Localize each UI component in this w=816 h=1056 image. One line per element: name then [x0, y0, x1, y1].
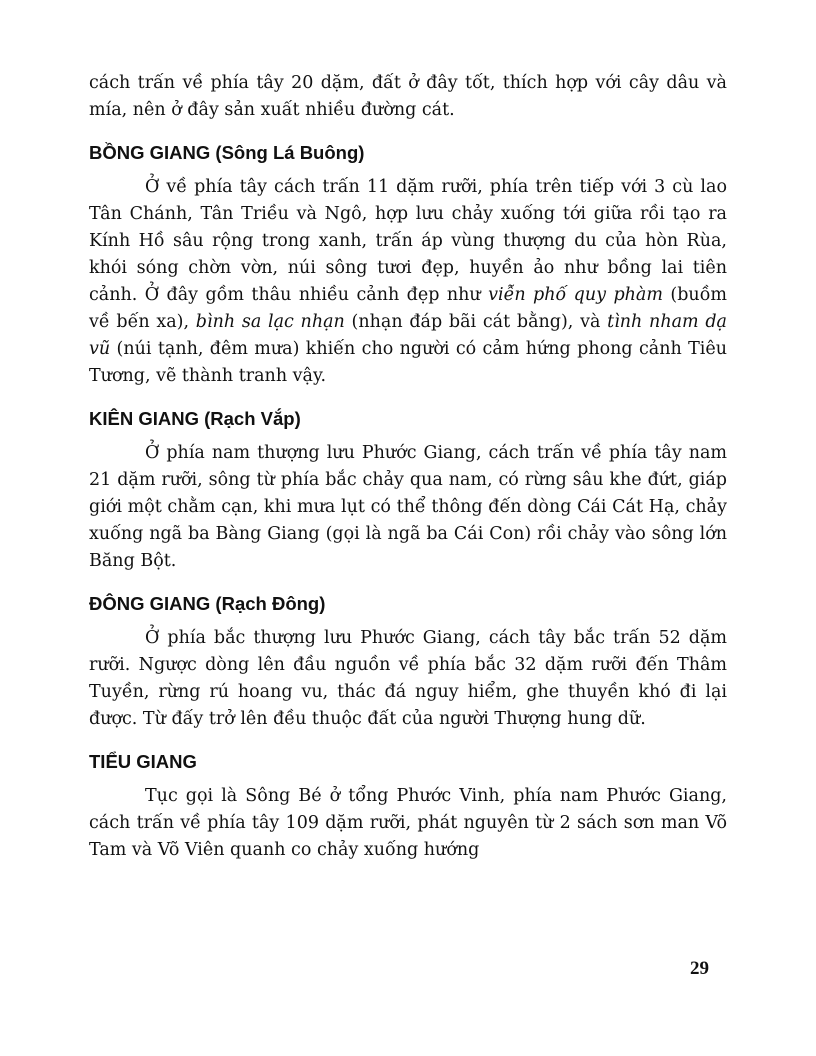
- paragraph-tieu-giang: Tục gọi là Sông Bé ở tổng Phước Vinh, phía nam Phước Giang, cách trấn về phía tây 109 dặm rưỡi, phát nguyên từ 2 sách sơn man Võ Tam và Võ Viên quanh co chảy xuống hướng: [89, 786, 727, 860]
- paragraph-dong-giang: Ở phía bắc thượng lưu Phước Giang, cách tây bắc trấn 52 dặm rưỡi. Ngược dòng lên đầu nguồn về phía bắc 32 dặm rưỡi đến Thâm Tuyền, rừng rú hoang vu, thác đá nguy hiểm, ghe thuyền khó đi lại được. Từ đấy trở lên đều thuộc đất của người Thượng hung dữ.: [89, 628, 727, 729]
- text-run: (buồm về bến xa),: [89, 285, 727, 332]
- page-number: 29: [690, 958, 709, 979]
- heading-bong-giang: BỒNG GIANG (Sông Lá Buông): [89, 142, 365, 163]
- text-run: Ở về phía tây cách trấn 11 dặm rưỡi, phía trên tiếp với 3 cù lao Tân Chánh, Tân Triều và Ngô, hợp lưu chảy xuống tới giữa rồi tạo ra Kính Hồ sâu rộng trong xanh, trấn áp vùng thượng du của hòn Rùa, khói sóng chờn vờn, núi sông tươi đẹp, huyền ảo như bồng lai tiên cảnh. Ở đây gồm thâu nhiều cảnh đẹp như: [89, 177, 727, 305]
- paragraph-bong-giang: [89, 174, 727, 390]
- paragraph-kien-giang: Ở phía nam thượng lưu Phước Giang, cách trấn về phía tây nam 21 dặm rưỡi, sông từ phía bắc chảy qua nam, có rừng sâu khe đứt, giáp giới một chằm cạn, khi mưa lụt có thể thông đến dòng Cái Cát Hạ, chảy xuống ngã ba Bàng Giang (gọi là ngã ba Cái Con) rồi chảy vào sông lớn Băng Bột.: [89, 443, 727, 571]
- text-run: (núi tạnh, đêm mưa) khiến cho người có cảm hứng phong cảnh Tiêu Tương, vẽ thành tranh vậy.: [89, 339, 727, 386]
- heading-kien-giang: KIÊN GIANG (Rạch Vắp): [89, 408, 301, 429]
- italic-term: tình nham dạ vũ: [89, 312, 727, 359]
- heading-dong-giang: ĐÔNG GIANG (Rạch Đông): [89, 593, 326, 614]
- italic-term: bình sa lạc nhạn: [195, 312, 345, 332]
- text-run: (nhạn đáp bãi cát bằng), và: [344, 312, 608, 332]
- page-body: [89, 70, 727, 864]
- intro-paragraph: cách trấn về phía tây 20 dặm, đất ở đây tốt, thích hợp với cây dâu và mía, nên ở đây sản xuất nhiều đường cát.: [89, 73, 727, 120]
- italic-term: viễn phố quy phàm: [488, 285, 663, 305]
- heading-tieu-giang: TIỂU GIANG: [89, 751, 197, 772]
